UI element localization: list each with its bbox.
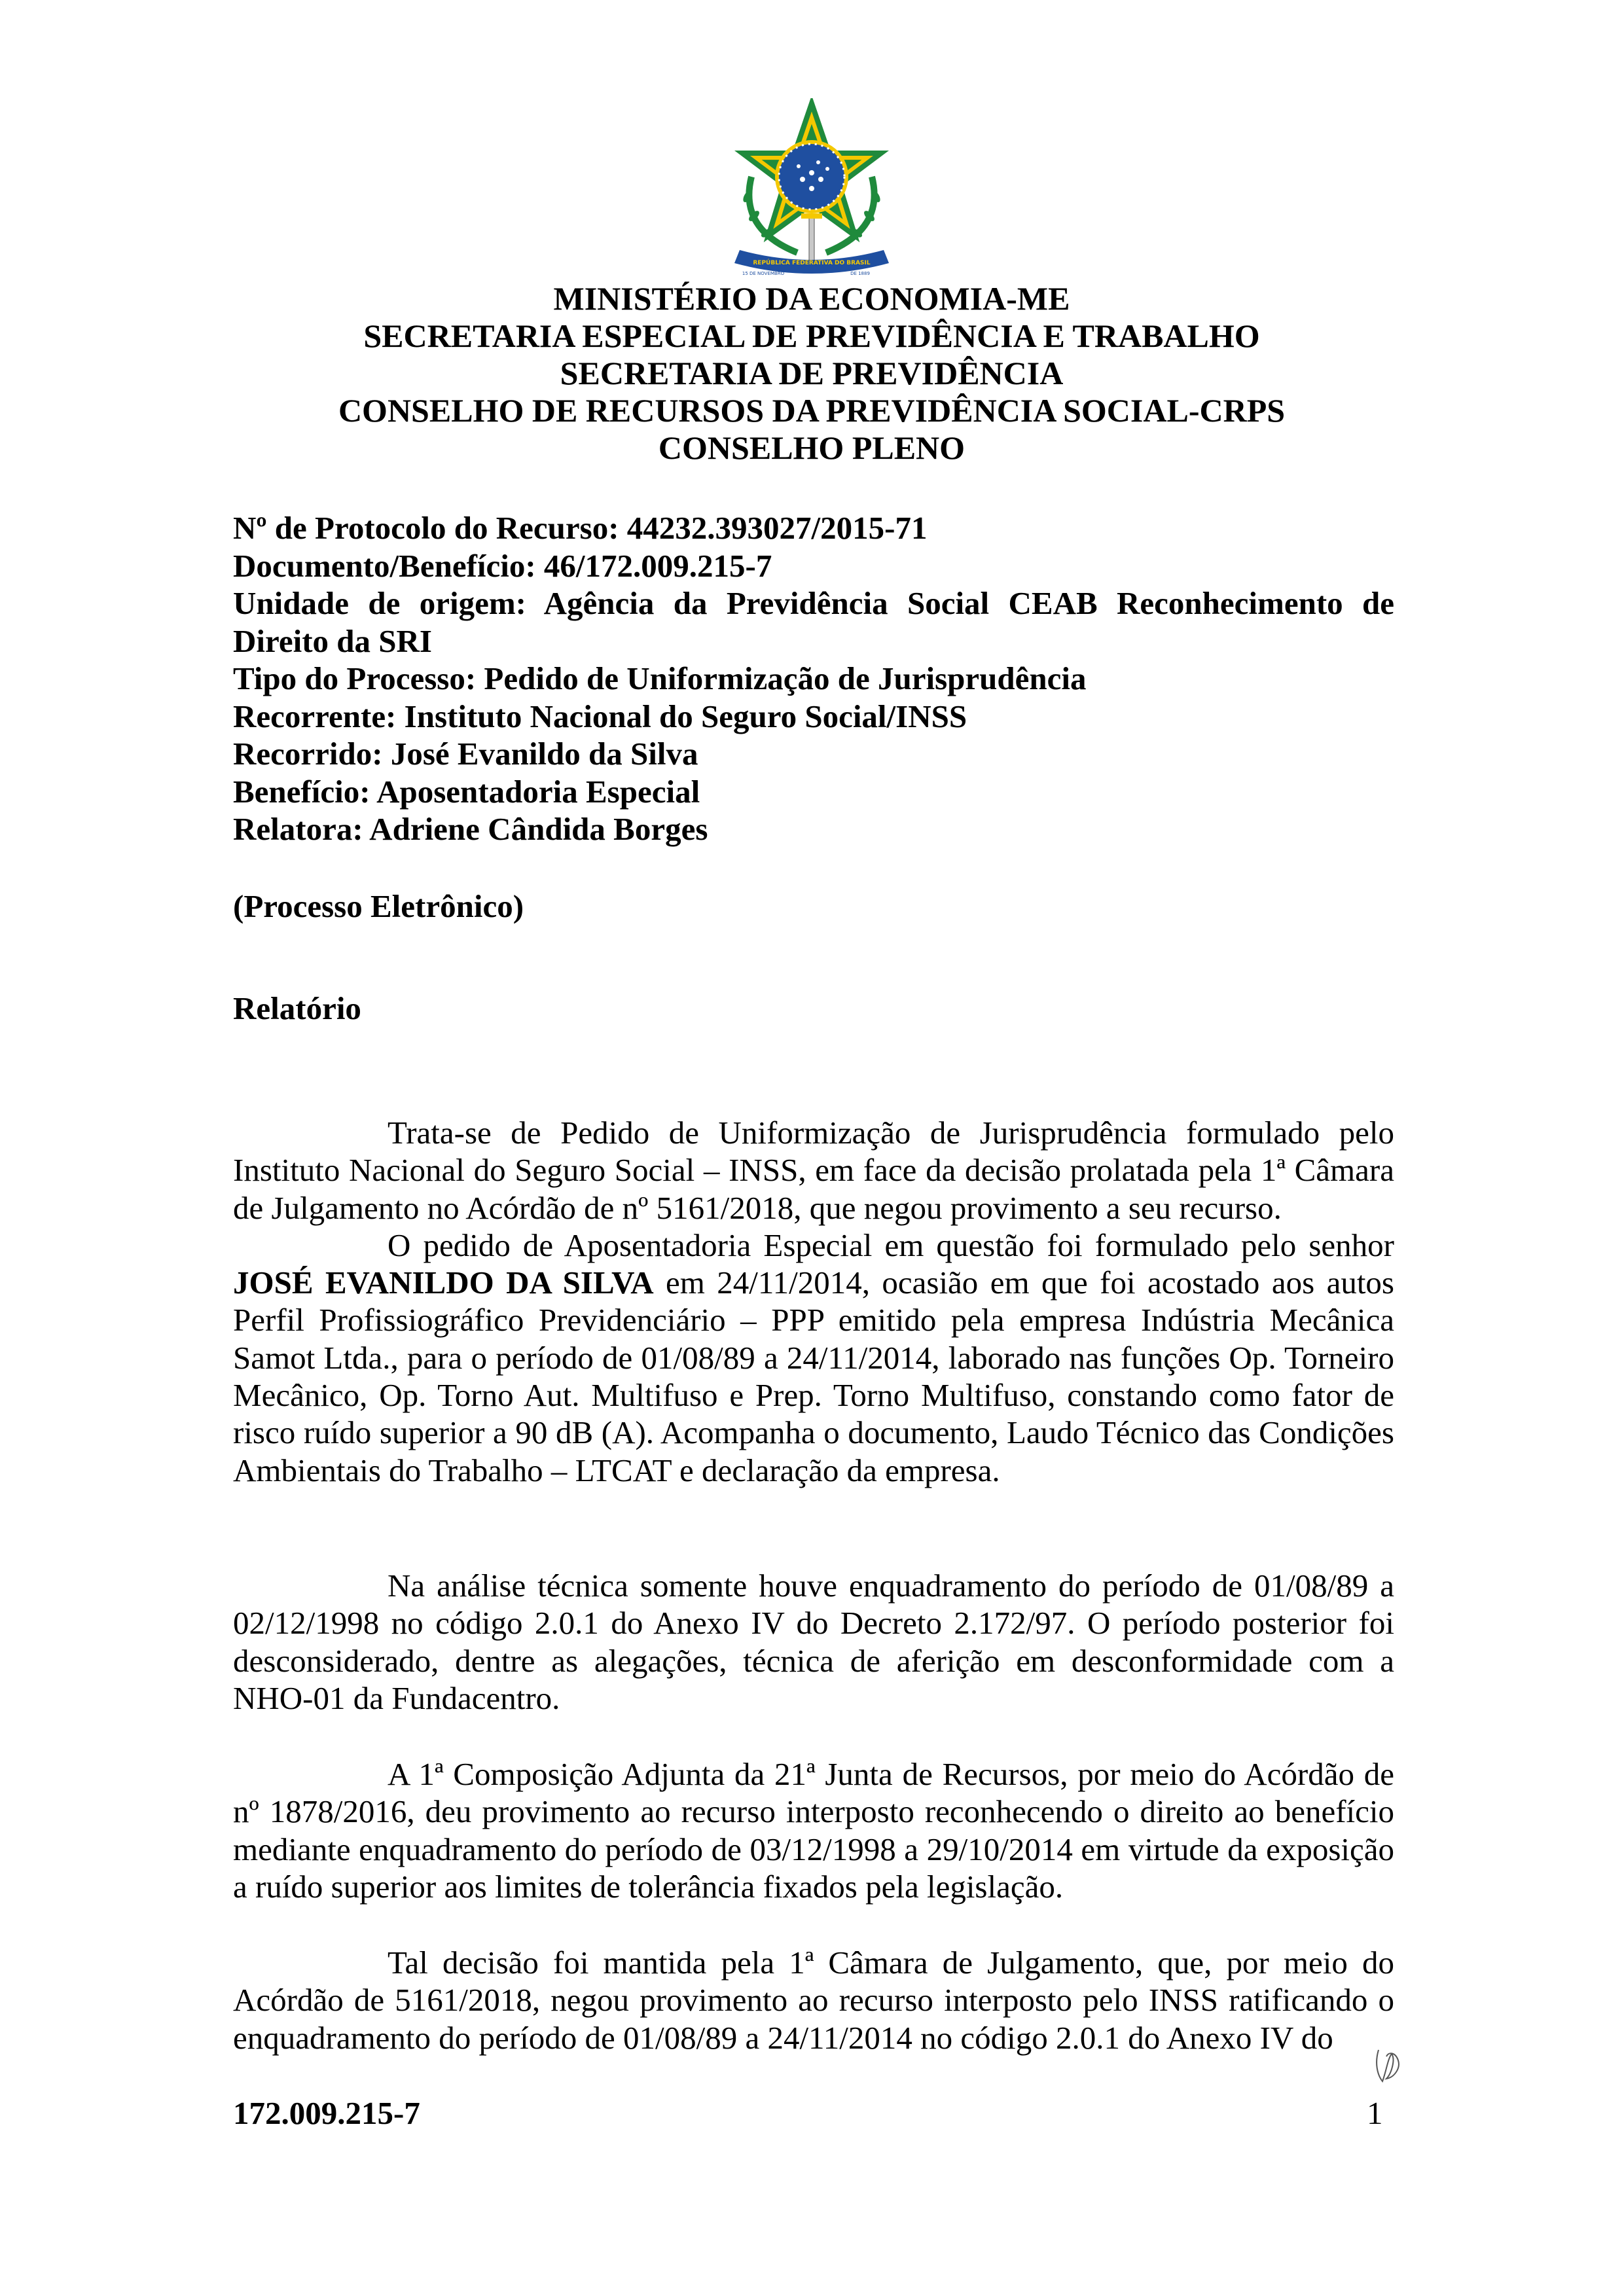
recorrido: Recorrido: José Evanildo da Silva: [233, 736, 698, 772]
unidade-origem-line-2: Direito da SRI: [233, 622, 433, 659]
paragraph-4: A 1ª Composição Adjunta da 21ª Junta de Recursos, por meio do Acórdão de nº 1878/2016, deu provimento ao recurso interposto reconhecendo o direito ao benefício mediante enquadramento do período de 03/12/1998 a 29/10/2014 em virtude da exposição a ruído superior aos limites de tolerância fixados pela legislação.: [233, 1756, 1394, 1905]
paragraph-2-before: O pedido de Aposentadoria Especial em questão foi formulado pelo senhor: [388, 1227, 1394, 1263]
header-line-ministerio: MINISTÉRIO DA ECONOMIA-ME: [553, 280, 1070, 317]
processo-eletronico: (Processo Eletrônico): [233, 888, 524, 924]
seal-date-left: 15 DE NOVEMBRO: [742, 271, 785, 276]
footer-document-number: 172.009.215-7: [233, 2095, 420, 2131]
documento-beneficio: Documento/Benefício: 46/172.009.215-7: [233, 547, 772, 584]
paragraph-3: Na análise técnica somente houve enquadramento do período de 01/08/89 a 02/12/1998 no código 2.0.1 do Anexo IV do Decreto 2.172/97. O período posterior foi desconsiderado, dentre as alegações, técnica de aferição em desconformidade com a NHO-01 da Fundacentro.: [233, 1568, 1394, 1716]
recorrente: Recorrente: Instituto Nacional do Seguro Social/INSS: [233, 698, 967, 734]
paragraph-block-4: [233, 1755, 1394, 1905]
beneficio: Benefício: Aposentadoria Especial: [233, 773, 700, 810]
handwritten-initials-icon: [1372, 2045, 1405, 2087]
paragraph-block-3: [233, 1567, 1394, 1717]
tipo-processo: Tipo do Processo: Pedido de Uniformização de Jurisprudência: [233, 660, 1087, 696]
header-line-secretaria-especial: SECRETARIA ESPECIAL DE PREVIDÊNCIA E TRABALHO: [363, 317, 1260, 354]
header-line-conselho-pleno: CONSELHO PLENO: [658, 429, 965, 466]
footer-page-number: 1: [1367, 2095, 1383, 2131]
paragraph-block-5: [233, 1944, 1394, 2056]
claimant-name: JOSÉ EVANILDO DA SILVA: [233, 1265, 654, 1301]
unidade-origem-line-1: Unidade de origem: Agência da Previdência Social CEAB Reconhecimento de: [233, 585, 1394, 621]
document-header: [216, 280, 1407, 467]
brasil-coat-of-arms-icon: [725, 98, 898, 278]
paragraph-block-1: [233, 1114, 1394, 1489]
paragraph-2-after: em 24/11/2014, ocasião em que foi acostado aos autos Perfil Profissiográfico Previdenciário – PPP emitido pela empresa Indústria Mecânica Samot Ltda., para o período de 01/08/89 a 24/11/2014, laborado nas funções Op. Torneiro Mecânico, Op. Torno Aut. Multifuso e Prep. Torno Multifuso, constando como fator de risco ruído superior a 90 dB (A). Acompanha o documento, Laudo Técnico das Condições Ambientais do Trabalho – LTCAT e declaração da empresa.: [233, 1265, 1395, 1488]
section-title-relatorio: Relatório: [233, 990, 361, 1026]
paragraph-2: [233, 1227, 1394, 1489]
paragraph-1: Trata-se de Pedido de Uniformização de Jurisprudência formulado pelo Instituto Nacional do Seguro Social – INSS, em face da decisão prolatada pela 1ª Câmara de Julgamento no Acórdão de nº 5161/2018, que negou provimento a seu recurso.: [233, 1115, 1394, 1226]
process-metadata: [233, 509, 1394, 848]
header-line-conselho: CONSELHO DE RECURSOS DA PREVIDÊNCIA SOCIAL-CRPS: [338, 392, 1286, 429]
seal-ribbon-text: REPÚBLICA FEDERATIVA DO BRASIL: [753, 260, 871, 266]
protocolo: Nº de Protocolo do Recurso: 44232.393027/2015-71: [233, 510, 928, 546]
seal-date-right: DE 1889: [850, 271, 870, 276]
paragraph-5: Tal decisão foi mantida pela 1ª Câmara de Julgamento, que, por meio do Acórdão de 5161/2018, negou provimento ao recurso interposto pelo INSS ratificando o enquadramento do período de 01/08/89 a 24/11/2014 no código 2.0.1 do Anexo IV do: [233, 1945, 1394, 2056]
relatora: Relatora: Adriene Cândida Borges: [233, 811, 708, 847]
header-line-secretaria: SECRETARIA DE PREVIDÊNCIA: [560, 355, 1064, 391]
